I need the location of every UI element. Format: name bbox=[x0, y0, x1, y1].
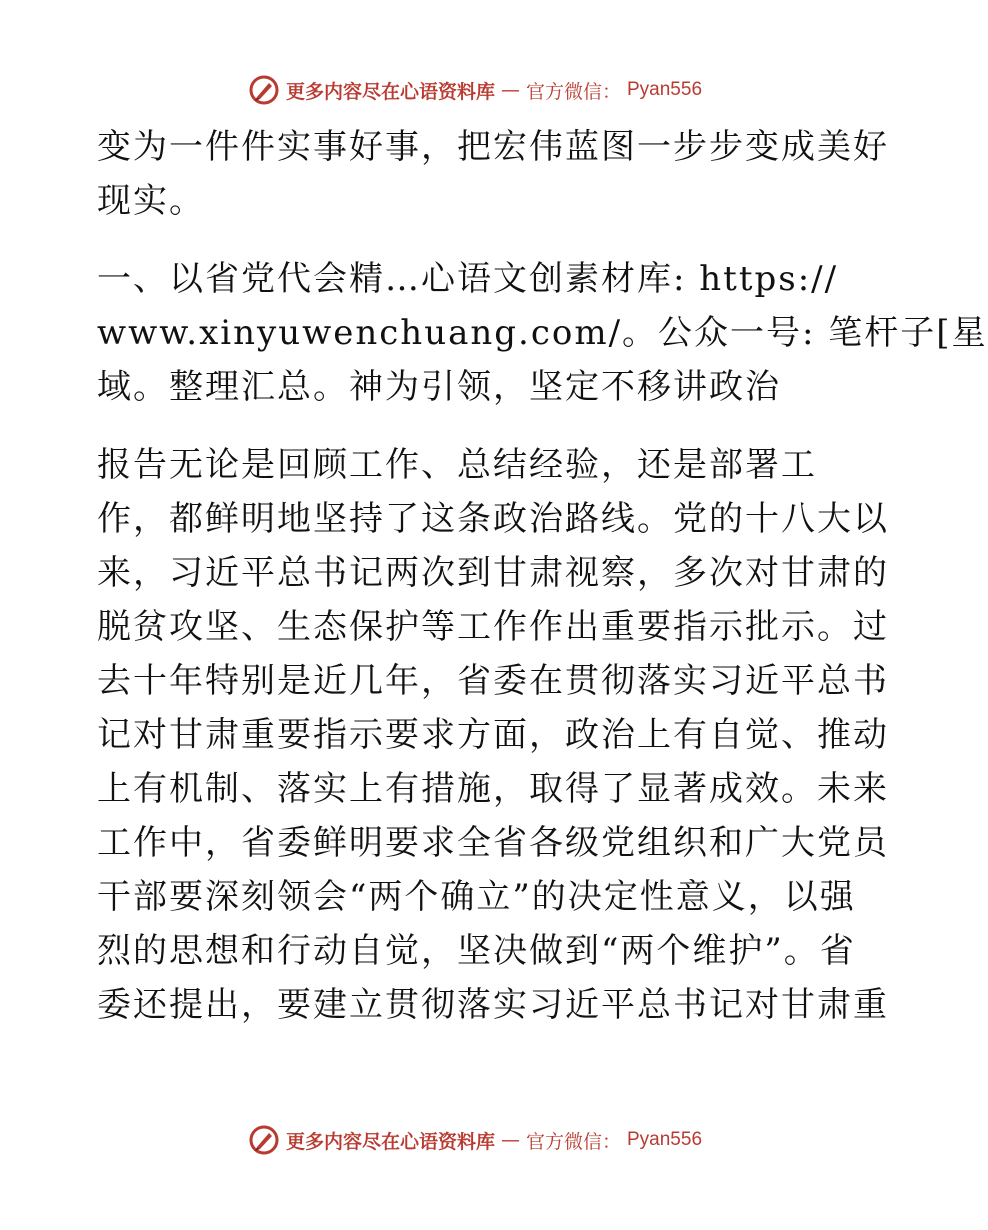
text-line: 变为一件件实事好事，把宏伟蓝图一步步变成美好 bbox=[97, 127, 889, 167]
text-line: 现实。 bbox=[97, 181, 205, 221]
watermark-main-text: 更多内容尽在心语资料库 bbox=[285, 1130, 495, 1153]
text-line: 上有机制、落实上有措施，取得了显著成效。未来 bbox=[97, 769, 889, 809]
text-line: 烈的思想和行动自觉，坚决做到“两个维护”。省 bbox=[97, 931, 856, 971]
watermark-wechat-label: 官方微信： bbox=[525, 80, 621, 103]
text-line: 去十年特别是近几年，省委在贯彻落实习近平总书 bbox=[97, 661, 889, 701]
text-line: 一、以省党代会精…心语文创素材库: https:// bbox=[97, 259, 839, 299]
text-line: 记对甘肃重要指示要求方面，政治上有自觉、推动 bbox=[97, 715, 889, 755]
paragraph bbox=[97, 120, 889, 228]
text-line: 域。整理汇总。神为引领，坚定不移讲政治 bbox=[97, 367, 781, 407]
watermark-wechat-id: Pyan556 bbox=[627, 1129, 703, 1150]
footer-watermark bbox=[0, 1120, 950, 1160]
watermark-main-text: 更多内容尽在心语资料库 bbox=[285, 80, 495, 103]
paragraph bbox=[97, 438, 889, 1032]
watermark-wechat-label: 官方微信： bbox=[525, 1130, 621, 1153]
text-line: www.xinyuwenchuang.com/。公众一号: 笔杆子[星 bbox=[97, 313, 988, 353]
text-line: 脱贫攻坚、生态保护等工作作出重要指示批示。过 bbox=[97, 607, 889, 647]
paragraph bbox=[97, 252, 988, 414]
watermark-wechat-id: Pyan556 bbox=[627, 79, 703, 100]
text-line: 作，都鲜明地坚持了这条政治路线。党的十八大以 bbox=[97, 499, 889, 539]
watermark-dash: — bbox=[500, 79, 520, 101]
document-body bbox=[97, 120, 988, 1032]
text-line: 工作中，省委鲜明要求全省各级党组织和广大党员 bbox=[97, 823, 889, 863]
text-line: 报告无论是回顾工作、总结经验，还是部署工 bbox=[97, 445, 817, 485]
pen-logo-icon bbox=[248, 1124, 280, 1156]
text-line: 来，习近平总书记两次到甘肃视察，多次对甘肃的 bbox=[97, 553, 889, 593]
text-line: 干部要深刻领会“两个确立”的决定性意义，以强 bbox=[97, 877, 856, 917]
text-line: 委还提出，要建立贯彻落实习近平总书记对甘肃重 bbox=[97, 985, 889, 1025]
watermark-dash: — bbox=[500, 1129, 520, 1151]
header-watermark bbox=[0, 70, 950, 110]
pen-logo-icon bbox=[248, 74, 280, 106]
